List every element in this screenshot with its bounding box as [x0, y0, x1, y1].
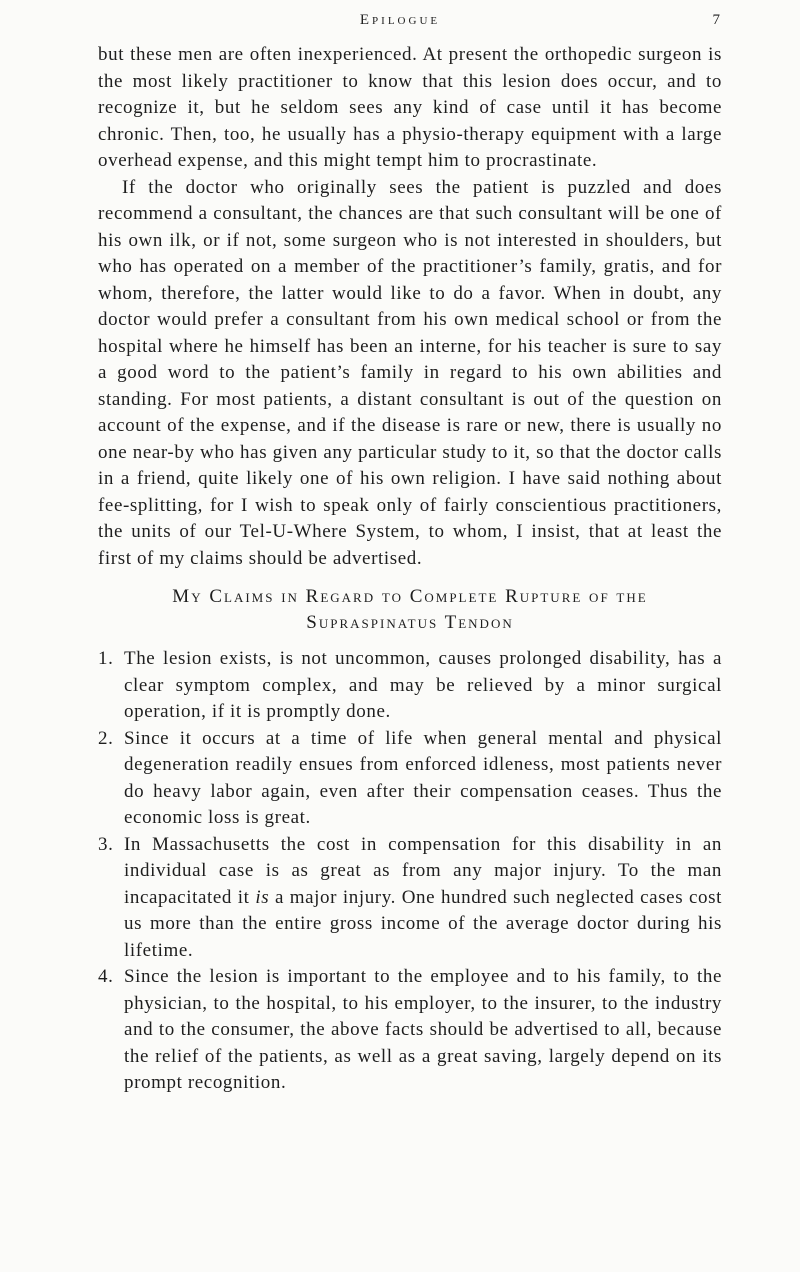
paragraph-1: but these men are often inexperienced. At present the orthopedic surgeon is the most likely practitioner to know that this lesion does occur, and to recognize it, but he seldom sees any kind of case until it has become chronic. Then, too, he usually has a physio-therapy equipment with a large overhead expense, and this might tempt him to procrastinate. [98, 44, 722, 171]
claim-text: The lesion exists, is not uncommon, causes prolonged disability, has a clear symptom complex, and may be relieved by a minor surgical operation, if it is promptly done. [124, 648, 722, 722]
claim-text-part: In Massachusetts the cost in compensation for this disability in an individual case is as great as from any major injury. To the man incapacitated it [124, 833, 722, 908]
running-header [0, 12, 800, 29]
claim-text: Since the lesion is important to the employee and to his family, to the physician, to the hospital, to his employer, to the insurer, to the industry and to the consumer, the above facts should be advertised to all, because the relief of the patients, as well as a great saving, largely depend on its prompt recognition. [124, 966, 722, 1093]
page-body [98, 42, 722, 1097]
claim-text-part: a major injury. One hundred such neglected cases cost us more than the entire gross income of the average doctor during his lifetime. [124, 886, 722, 961]
claims-list [98, 646, 722, 1097]
section-heading-line-2: Supraspinatus Tendon [306, 612, 514, 633]
claim-number: 2. [98, 727, 114, 749]
claim-number: 3. [98, 833, 114, 855]
paragraph-2: If the doctor who originally sees the patient is puzzled and does recommend a consultant, the chances are that such consultant will be one of his own ilk, or if not, some surgeon who is not interested in shoulders, but who has operated on a member of the practitioner’s family, gratis, and for whom, therefore, the latter would like to do a favor. When in doubt, any doctor would prefer a consultant from his own medical school or from the hospital where he himself has been an interne, for his teacher is sure to say a good word to the patient’s family in regard to his own abilities and standing. For most patients, a distant consultant is out of the question on account of the expense, and if the disease is rare or new, there is usually no one near-by who has given any particular study to it, so that the doctor calls in a friend, quite likely one of his own religion. I have said nothing about fee-splitting, for I wish to speak only of fairly conscientious practitioners, the units of our Tel-U-Where System, to whom, I insist, that at least the first of my claims should be advertised. [98, 176, 722, 569]
section-heading-line-1: My Claims in Regard to Complete Rupture of the [172, 586, 648, 607]
claim-number: 4. [98, 966, 114, 987]
section-heading [98, 584, 722, 636]
claim-item-2 [98, 726, 722, 832]
claim-item-1 [98, 646, 722, 726]
running-title: Epilogue [359, 12, 441, 28]
claim-emphasis: is [255, 886, 270, 908]
claim-number: 1. [98, 648, 114, 669]
claim-text [124, 834, 722, 961]
claim-item-4 [98, 964, 722, 1097]
claim-item-3 [98, 832, 722, 965]
claim-text: Since it occurs at a time of life when general mental and physical degeneration readily ensues from enforced idleness, most patients never do heavy labor again, even after their compensation ceases. Thus the economic loss is great. [124, 727, 722, 828]
page-number: 7 [712, 12, 720, 28]
